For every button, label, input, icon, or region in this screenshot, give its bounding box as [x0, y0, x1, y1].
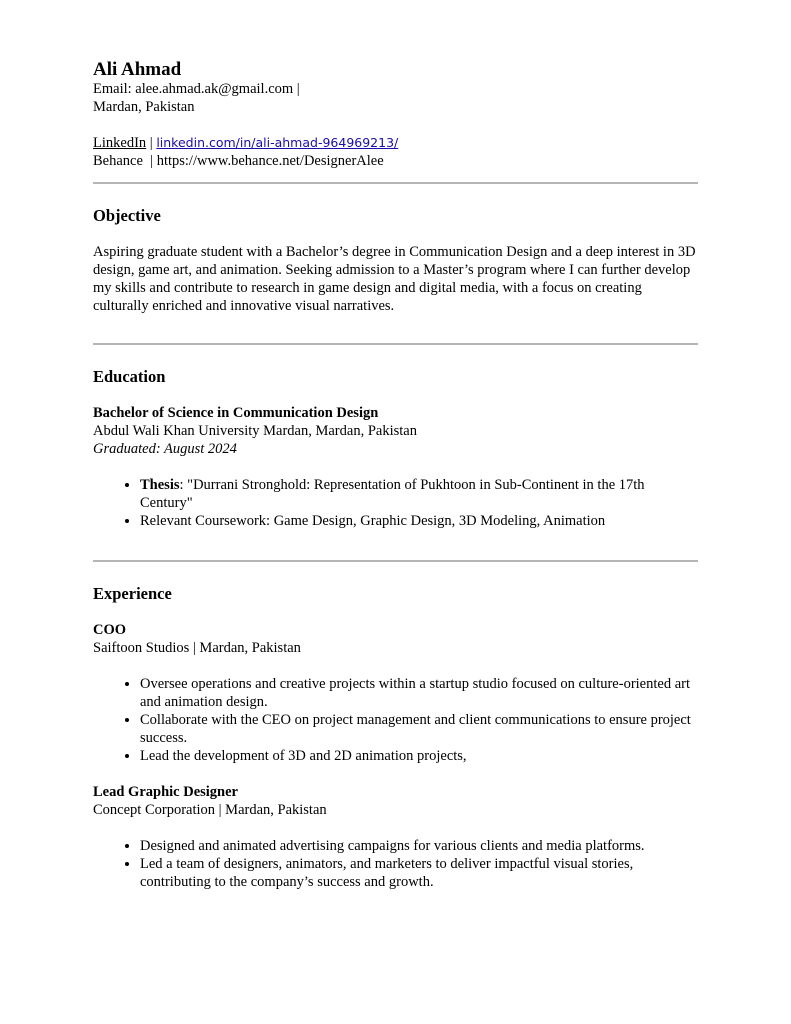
- email-line: Email: alee.ahmad.ak@gmail.com |: [93, 81, 300, 97]
- section-title-objective: Objective: [93, 206, 161, 225]
- job-bullets: [93, 837, 698, 891]
- linkedin-line: [93, 134, 698, 152]
- linkedin-label: LinkedIn: [93, 135, 147, 151]
- job-org: Saiftoon Studios | Mardan, Pakistan: [93, 640, 301, 656]
- list-item: • Led a team of designers, animators, and marketers to deliver impactful visual stories, contributing to the company’s success and growth.: [140, 855, 698, 891]
- thesis-text: : "Durrani Stronghold: Representation of Pukhtoon in Sub-Continent in the 17th Century": [140, 477, 645, 511]
- job-role: Lead Graphic Designer: [93, 784, 238, 800]
- job-entry: [93, 621, 698, 765]
- behance-line: [93, 152, 698, 170]
- education-list: [93, 476, 698, 530]
- objective-section: [93, 206, 698, 315]
- divider: [93, 343, 698, 345]
- list-item: • Collaborate with the CEO on project management and client communications to ensure project success.: [140, 711, 698, 747]
- list-item: [140, 476, 698, 512]
- candidate-name: Ali Ahmad: [93, 59, 182, 80]
- list-item: • Oversee operations and creative projects within a startup studio focused on culture-oriented art and animation design.: [140, 675, 698, 711]
- job-org: Concept Corporation | Mardan, Pakistan: [93, 802, 327, 818]
- degree-title: Bachelor of Science in Communication Design: [93, 405, 379, 421]
- section-title-education: Education: [93, 367, 166, 386]
- resume-header: [93, 60, 698, 170]
- list-item: • Lead the development of 3D and 2D animation projects,: [140, 747, 698, 765]
- experience-section: [93, 584, 698, 891]
- behance-label: Behance: [93, 153, 143, 169]
- linkedin-link[interactable]: linkedin.com/in/ali-ahmad-964969213/: [156, 135, 399, 150]
- education-section: [93, 367, 698, 530]
- objective-text: Aspiring graduate student with a Bachelor’s degree in Communication Design and a deep interest in 3D design, game art, and animation. Seeking admission to a Master’s program where I can further develop my skills and contribute to research in game design and digital media, with a focus on creating culturally enriched and innovative visual narratives.: [93, 244, 696, 314]
- job-bullets: [93, 675, 698, 765]
- resume-page: [93, 60, 698, 891]
- job-entry: [93, 783, 698, 891]
- graduation-date: Graduated: August 2024: [93, 441, 237, 457]
- linkedin-separator: |: [146, 135, 157, 151]
- list-item: • Relevant Coursework: Game Design, Graphic Design, 3D Modeling, Animation: [140, 512, 698, 530]
- divider: [93, 560, 698, 562]
- location-line: Mardan, Pakistan: [93, 99, 195, 115]
- thesis-label: Thesis: [140, 477, 180, 493]
- section-title-experience: Experience: [93, 584, 172, 603]
- job-role: COO: [93, 622, 127, 638]
- school-name: Abdul Wali Khan University Mardan, Mardan, Pakistan: [93, 423, 417, 439]
- divider: [93, 182, 698, 184]
- list-item: • Designed and animated advertising campaigns for various clients and media platforms.: [140, 837, 698, 855]
- behance-url: | https://www.behance.net/DesignerAlee: [142, 153, 384, 169]
